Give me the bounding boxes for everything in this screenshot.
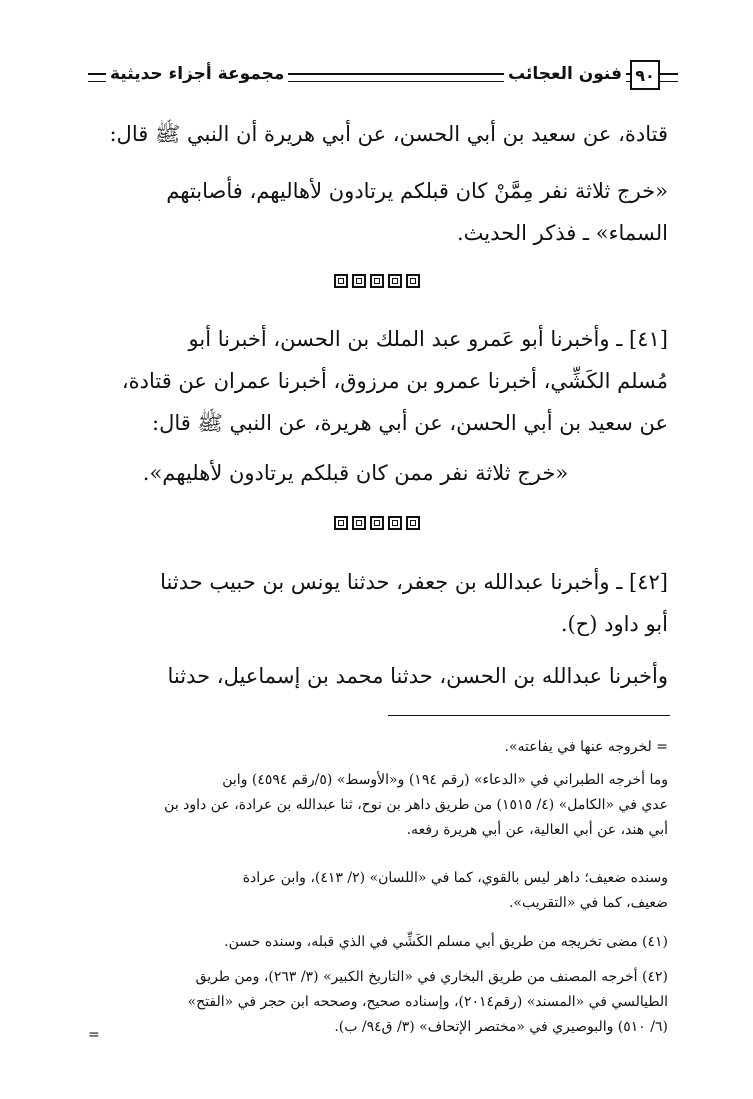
footnote-line: ضعيف، كما في «التقريب». [508,895,668,911]
ornament-square [406,274,420,288]
ornament-square [334,516,348,530]
paragraph-1 [83,113,668,155]
ornament-square [406,516,420,530]
text-line: [٤٢] ـ وأخبرنا عبدالله بن جعفر، حدثنا يونس بن حبيب حدثنا [160,570,668,594]
footnote-line: وسنده ضعيف؛ داهر ليس بالقوي، كما في «اللسان» (٢/ ٤١٣)، وابن عرادة [242,870,668,886]
footnote-2 [78,768,668,843]
ornament-square [370,516,384,530]
footnote-line: عدي في «الكامل» (٤/ ١٥١٥) من طريق داهر بن نوح، ثنا عبدالله بن عرادة، عن داود بن [164,797,668,813]
page-number: ٩٠ [630,60,660,90]
text-line: أبو داود (ح). [560,612,668,636]
footnote-line: = لخروجه عنها في يفاعته». [504,739,668,755]
ornament-square [388,516,402,530]
text-line: قتادة، عن سعيد بن أبي الحسن، عن أبي هريرة أن النبي ﷺ قال: [109,122,668,146]
text-line: [٤١] ـ وأخبرنا أبو عَمرو عبد الملك بن الحسن، أخبرنا أبو [188,327,668,351]
running-header [88,60,678,94]
text-line: مُسلم الكَشِّي، أخبرنا عمرو بن مرزوق، أخبرنا عمران عن قتادة، [121,369,668,393]
footnote-line: الطيالسي في «المسند» (رقم٢٠١٤)، وإسناده صحيح، وصححه ابن حجر في «الفتح» [187,994,668,1010]
section-ornament [0,516,753,530]
footnote-line: وما أخرجه الطبراني في «الدعاء» (رقم ١٩٤) و«الأوسط» (٥/رقم ٤٥٩٤) وابن [222,772,668,788]
ornament-square [370,274,384,288]
header-chapter-title: فنون العجائب [504,64,626,84]
continuation-mark: = [88,1027,100,1043]
ornament-square [388,274,402,288]
footnote-line: (٦/ ٥١٠) والبوصيري في «مختصر الإتحاف» (٣/ ق٩٤/ ب). [334,1019,668,1035]
footnote-42 [78,965,668,1040]
ornament-square [334,274,348,288]
paragraph-continuation [83,655,668,697]
text-line: «خرج ثلاثة نفر مِمَّنْ كان قبلكم يرتادون لأهاليهم، فأصابتهم [166,179,668,203]
text-line: عن سعيد بن أبي الحسن، عن أبي هريرة، عن النبي ﷺ قال: [152,411,668,435]
footnote-line: (٤٢) أخرجه المصنف من طريق البخاري في «التاريخ الكبير» (٣/ ٢٦٣)، ومن طريق [195,969,668,985]
paragraph-hadith-41 [83,318,668,444]
paragraph-hadith-42 [83,561,668,645]
footnote-line: أبي هند، عن أبي العالية، عن أبي هريرة رفعه. [406,822,668,838]
text-line: وأخبرنا عبدالله بن الحسن، حدثنا محمد بن إسماعيل، حدثنا [167,664,668,688]
footnote-3 [78,866,668,916]
header-book-title: مجموعة أجزاء حديثية [106,64,288,84]
text-line: «خرج ثلاثة نفر ممن كان قبلكم يرتادون لأهليهم». [142,461,569,485]
footnote-1 [78,735,668,760]
ornament-square [352,516,366,530]
footnote-41 [78,930,668,955]
paragraph-hadith-quote-1 [83,170,668,254]
section-ornament [0,274,753,288]
text-line: السماء» ـ فذكر الحديث. [456,221,668,245]
paragraph-hadith-quote-2 [83,452,668,494]
footnote-separator [388,715,670,716]
ornament-square [352,274,366,288]
footnote-line: (٤١) مضى تخريجه من طريق أبي مسلم الكَشِّي في الذي قبله، وسنده حسن. [224,934,668,950]
